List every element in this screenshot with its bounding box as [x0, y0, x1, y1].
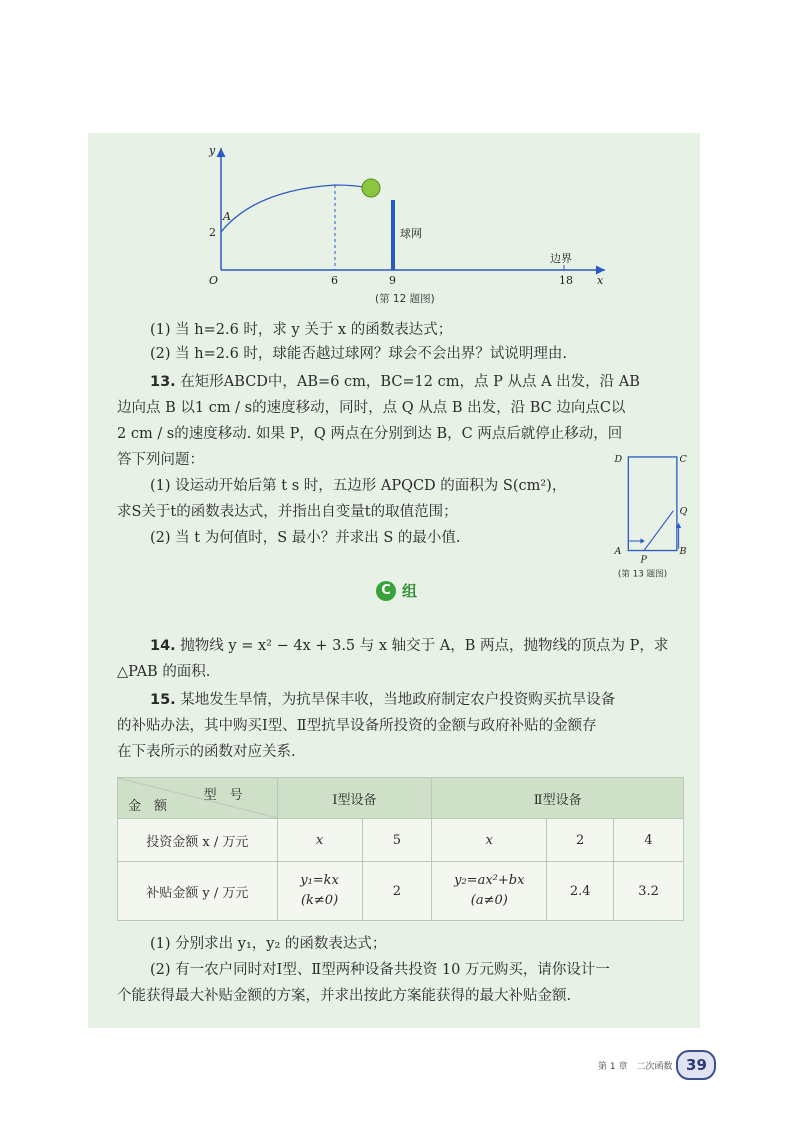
type1-header: Ⅰ型设备 [277, 778, 432, 819]
x-tick-18: 18 [559, 274, 573, 287]
table-row [118, 862, 684, 921]
figure-12-caption: (第 12 题图) [375, 293, 435, 305]
segment-pq [644, 511, 673, 551]
type2-header: Ⅱ型设备 [432, 778, 684, 819]
table-cell: 2 [362, 862, 432, 921]
table-header-row [118, 778, 684, 819]
label-b: B [679, 546, 687, 557]
figure-13 [605, 450, 695, 580]
table-cell: x [432, 819, 547, 862]
table-cell: 投资金额 x / 万元 [118, 819, 278, 862]
group-c-badge: C [376, 581, 396, 601]
table-cell: 2.4 [547, 862, 614, 921]
q15-line2: 的补贴办法，其中购买Ⅰ型、Ⅱ型抗旱设备所投资的金额与政府补贴的金额存 [117, 718, 597, 734]
group-c-heading [376, 580, 417, 601]
table-cell: 补贴金额 y / 万元 [118, 862, 278, 921]
page-footer [598, 1050, 716, 1080]
origin-label: O [209, 274, 219, 287]
table-row [118, 819, 684, 862]
group-c-label: 组 [402, 582, 418, 600]
q12-part1: (1) 当 h=2.6 时，求 y 关于 x 的函数表达式； [150, 322, 453, 338]
q13-line4: 答下列问题： [117, 452, 204, 468]
q13-number: 13. [150, 374, 176, 390]
q14-line2: △PAB 的面积. [117, 664, 211, 680]
label-p: P [640, 554, 647, 566]
rectangle-abcd [628, 457, 677, 551]
net [391, 200, 395, 270]
table-cell: 4 [614, 819, 684, 862]
corner-amount-label: 金 额 [128, 799, 168, 814]
q14-line1: 14. 抛物线 y = x² − 4x + 3.5 与 x 轴交于 A，B 两点，抛物线的顶点为 P，求 [150, 638, 669, 654]
q13-part1a: (1) 设运动开始后第 t s 时，五边形 APQCD 的面积为 S(cm²)， [150, 478, 567, 494]
q13-line3: 2 cm / s的速度移动. 如果 P，Q 两点在分别到达 B，C 两点后就停止移动，回 [117, 426, 623, 442]
q15-line1: 15. 某地发生旱情，为抗旱保丰收，当地政府制定农户投资购买抗旱设备 [150, 692, 616, 708]
q13-line2: 边向点 B 以1 cm / s的速度移动，同时，点 Q 从点 B 出发，沿 BC 边向点C以 [117, 400, 626, 416]
net-label: 球网 [400, 227, 422, 240]
x-tick-9: 9 [389, 274, 396, 287]
table-cell: x [277, 819, 362, 862]
table-cell: y₁=kx (k≠0) [277, 862, 362, 921]
q14-number: 14. [150, 638, 176, 654]
boundary-label: 边界 [550, 252, 572, 265]
y-axis-label: y [209, 144, 216, 157]
q13-line1: 13. 在矩形ABCD中，AB=6 cm，BC=12 cm，点 P 从点 A 出发，沿 AB [150, 374, 640, 390]
label-q: Q [679, 506, 688, 518]
q13-part2: (2) 当 t 为何值时，S 最小？并求出 S 的最小值. [150, 530, 461, 546]
q15-number: 15. [150, 692, 176, 708]
q15-part1: (1) 分别求出 y₁，y₂ 的函数表达式； [150, 936, 387, 952]
ball [362, 179, 380, 197]
x-tick-6: 6 [331, 274, 338, 287]
page-number: 39 [676, 1050, 716, 1080]
subsidy-table [117, 777, 684, 921]
figure-13-caption: (第 13 题图) [617, 569, 668, 580]
table-corner-cell [118, 778, 278, 819]
figure-12 [195, 140, 615, 310]
table-cell: 2 [547, 819, 614, 862]
q15-part2b: 个能获得最大补贴金额的方案，并求出按此方案能获得的最大补贴金额. [117, 988, 572, 1004]
point-a-label: A [223, 210, 231, 223]
label-d: D [614, 454, 623, 466]
x-axis-label: x [597, 274, 604, 287]
table-cell: 3.2 [614, 862, 684, 921]
q15-part2a: (2) 有一农户同时对Ⅰ型、Ⅱ型两种设备共投资 10 万元购买，请你设计一 [150, 962, 610, 978]
table-cell: y₂=ax²+bx (a≠0) [432, 862, 547, 921]
label-a: A [614, 546, 622, 557]
table-cell: 5 [362, 819, 432, 862]
q15-line3: 在下表所示的函数对应关系. [117, 744, 296, 760]
ball-trajectory [221, 185, 369, 232]
q13-part1b: 求S关于t的函数表达式，并指出自变量t的取值范围； [117, 504, 458, 520]
label-c: C [679, 454, 687, 466]
q12-part2: (2) 当 h=2.6 时，球能否越过球网？球会不会出界？试说明理由. [150, 346, 568, 362]
chapter-label: 第 1 章 二次函数 [598, 1061, 673, 1072]
y-tick-2: 2 [209, 226, 216, 239]
corner-type-label: 型 号 [203, 788, 243, 803]
